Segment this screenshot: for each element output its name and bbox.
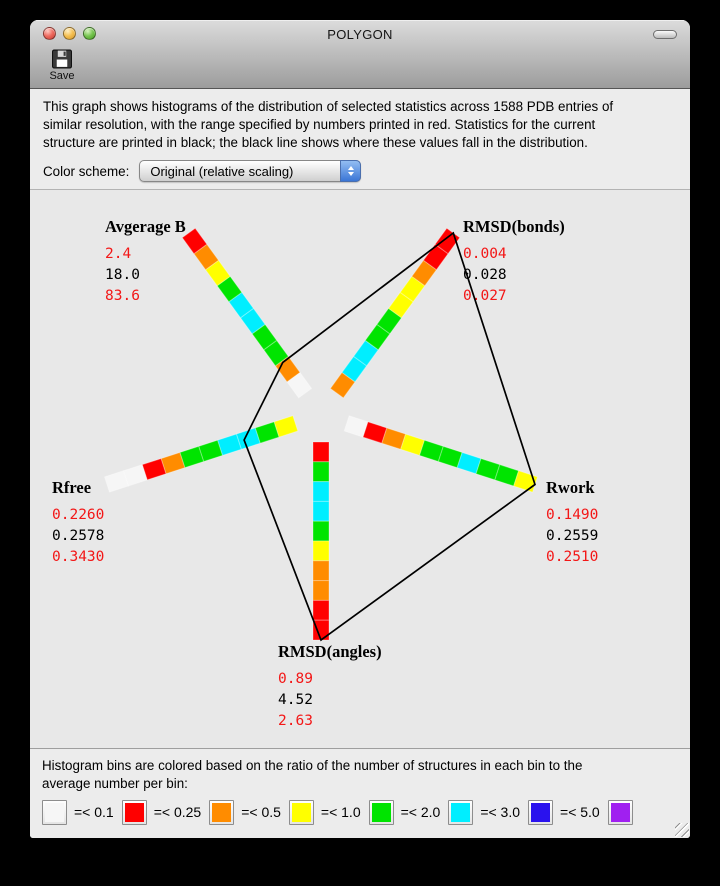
color-scheme-selected: Original (relative scaling) [150, 163, 294, 179]
histogram-bin [313, 600, 329, 620]
legend-bin-label: =< 0.1 [74, 804, 114, 821]
legend-bin-color [531, 803, 550, 822]
legend-bin-label: =< 2.0 [400, 804, 441, 821]
axis-rmsd-angles-min: 0.89 [278, 671, 313, 687]
axis-rmsd-angles-value: 4.52 [278, 692, 313, 708]
toolbar-toggle-button[interactable] [653, 30, 677, 39]
legend-bin [122, 800, 202, 825]
polygon-chart [30, 190, 690, 748]
axis-rwork-max: 0.2510 [546, 549, 599, 565]
legend-bin-swatch[interactable] [122, 800, 147, 825]
axis-rmsd-angles-max: 2.63 [278, 713, 313, 729]
legend-bin-color [292, 803, 311, 822]
save-icon [51, 49, 73, 69]
legend-bin-swatch[interactable] [369, 800, 394, 825]
resize-grip[interactable] [675, 823, 689, 837]
description-line: similar resolution, with the range specified by numbers printed in red. Statistics for the current [43, 116, 596, 132]
axis-avg-b-value: 18.0 [105, 267, 140, 283]
axis-avg-b-max: 83.6 [105, 288, 140, 304]
legend-bin-swatch[interactable] [608, 800, 633, 825]
arrow-up-icon [348, 166, 354, 170]
legend-bin-color [451, 803, 470, 822]
color-scheme-label: Color scheme: [43, 163, 130, 179]
titlebar[interactable] [30, 20, 690, 48]
legend-bin-label: =< 0.5 [241, 804, 281, 821]
legend-bin [289, 800, 361, 825]
minimize-button[interactable] [63, 27, 76, 40]
axis-rmsd-angles-histogram [313, 442, 329, 640]
window-controls [43, 27, 96, 40]
axis-rmsd-angles-label: RMSD(angles) [278, 642, 382, 661]
legend-bin [448, 800, 520, 825]
axis-avg-b-label: Avgerage B [105, 217, 186, 236]
axis-rfree-min: 0.2260 [52, 507, 105, 523]
legend-bin-swatch[interactable] [289, 800, 314, 825]
histogram-bin [313, 442, 329, 462]
legend-bin-swatch[interactable] [528, 800, 553, 825]
legend-bin-label: =< 0.25 [153, 804, 202, 821]
popup-arrows-icon [340, 160, 361, 182]
legend-bin-color [45, 803, 64, 822]
axis-avg-b-min: 2.4 [105, 246, 132, 262]
histogram-bin [313, 501, 329, 521]
legend-bin-color [212, 803, 231, 822]
legend-bin-swatch[interactable] [42, 800, 67, 825]
arrow-down-icon [348, 172, 354, 176]
histogram-bin [105, 471, 129, 492]
legend-bin [608, 800, 640, 825]
legend-bin-swatch[interactable] [209, 800, 234, 825]
color-scheme-popup[interactable] [139, 160, 361, 182]
description-panel [30, 89, 690, 190]
legend-bin-color [611, 803, 630, 822]
legend-bin [369, 800, 441, 825]
legend-bin-label: =< 3.0 [480, 804, 521, 821]
polygon-window [30, 20, 690, 838]
legend-bins [42, 800, 678, 825]
legend-bin-color [372, 803, 391, 822]
legend-line: average number per bin: [42, 775, 188, 791]
window-title: POLYGON [327, 26, 393, 42]
description-line: This graph shows histograms of the distribution of selected statistics across 1588 PDB entries of [43, 99, 614, 114]
close-button[interactable] [43, 27, 56, 40]
histogram-bin [313, 482, 329, 502]
axis-avg-b-histogram [182, 228, 311, 398]
save-button[interactable] [43, 49, 81, 82]
histogram-bin [313, 462, 329, 482]
legend-bin [209, 800, 281, 825]
axis-rfree-histogram [105, 416, 298, 492]
legend-bin [528, 800, 600, 825]
legend-bin [42, 800, 114, 825]
legend-line: Histogram bins are colored based on the ratio of the number of structures in each bin to the [42, 758, 583, 773]
axis-rwork-min: 0.1490 [546, 507, 599, 523]
save-button-label: Save [49, 70, 75, 82]
histogram-bin [313, 581, 329, 601]
legend-bin-label: =< 1.0 [320, 804, 361, 821]
axis-rmsd-bonds-label: RMSD(bonds) [463, 217, 565, 236]
axis-rmsd-bonds-max: 0.027 [463, 288, 507, 304]
zoom-button[interactable] [83, 27, 96, 40]
axis-rmsd-bonds-min: 0.004 [463, 246, 507, 262]
legend-bin-swatch[interactable] [448, 800, 473, 825]
axis-rmsd-bonds-value: 0.028 [463, 267, 507, 283]
axis-rwork-value: 0.2559 [546, 528, 599, 544]
legend-bin-color [125, 803, 144, 822]
axis-rwork-label: Rwork [546, 478, 595, 497]
axis-rmsd-bonds-histogram [330, 228, 459, 398]
histogram-bin [313, 561, 329, 581]
histogram-bin [313, 521, 329, 541]
legend-panel [30, 748, 690, 838]
legend-bin-label: =< 5.0 [560, 804, 600, 821]
axis-rfree-value: 0.2578 [52, 528, 105, 544]
window-chrome [30, 20, 690, 89]
axis-rfree-max: 0.3430 [52, 549, 105, 565]
toolbar [30, 48, 690, 89]
axis-rfree-label: Rfree [52, 478, 92, 497]
axis-rwork-histogram [344, 416, 537, 492]
description-line: structure are printed in black; the black line shows where these values fall in the distribution. [43, 134, 588, 150]
plot-panel [30, 190, 690, 748]
color-scheme-row [43, 160, 677, 182]
histogram-bin [313, 541, 329, 561]
